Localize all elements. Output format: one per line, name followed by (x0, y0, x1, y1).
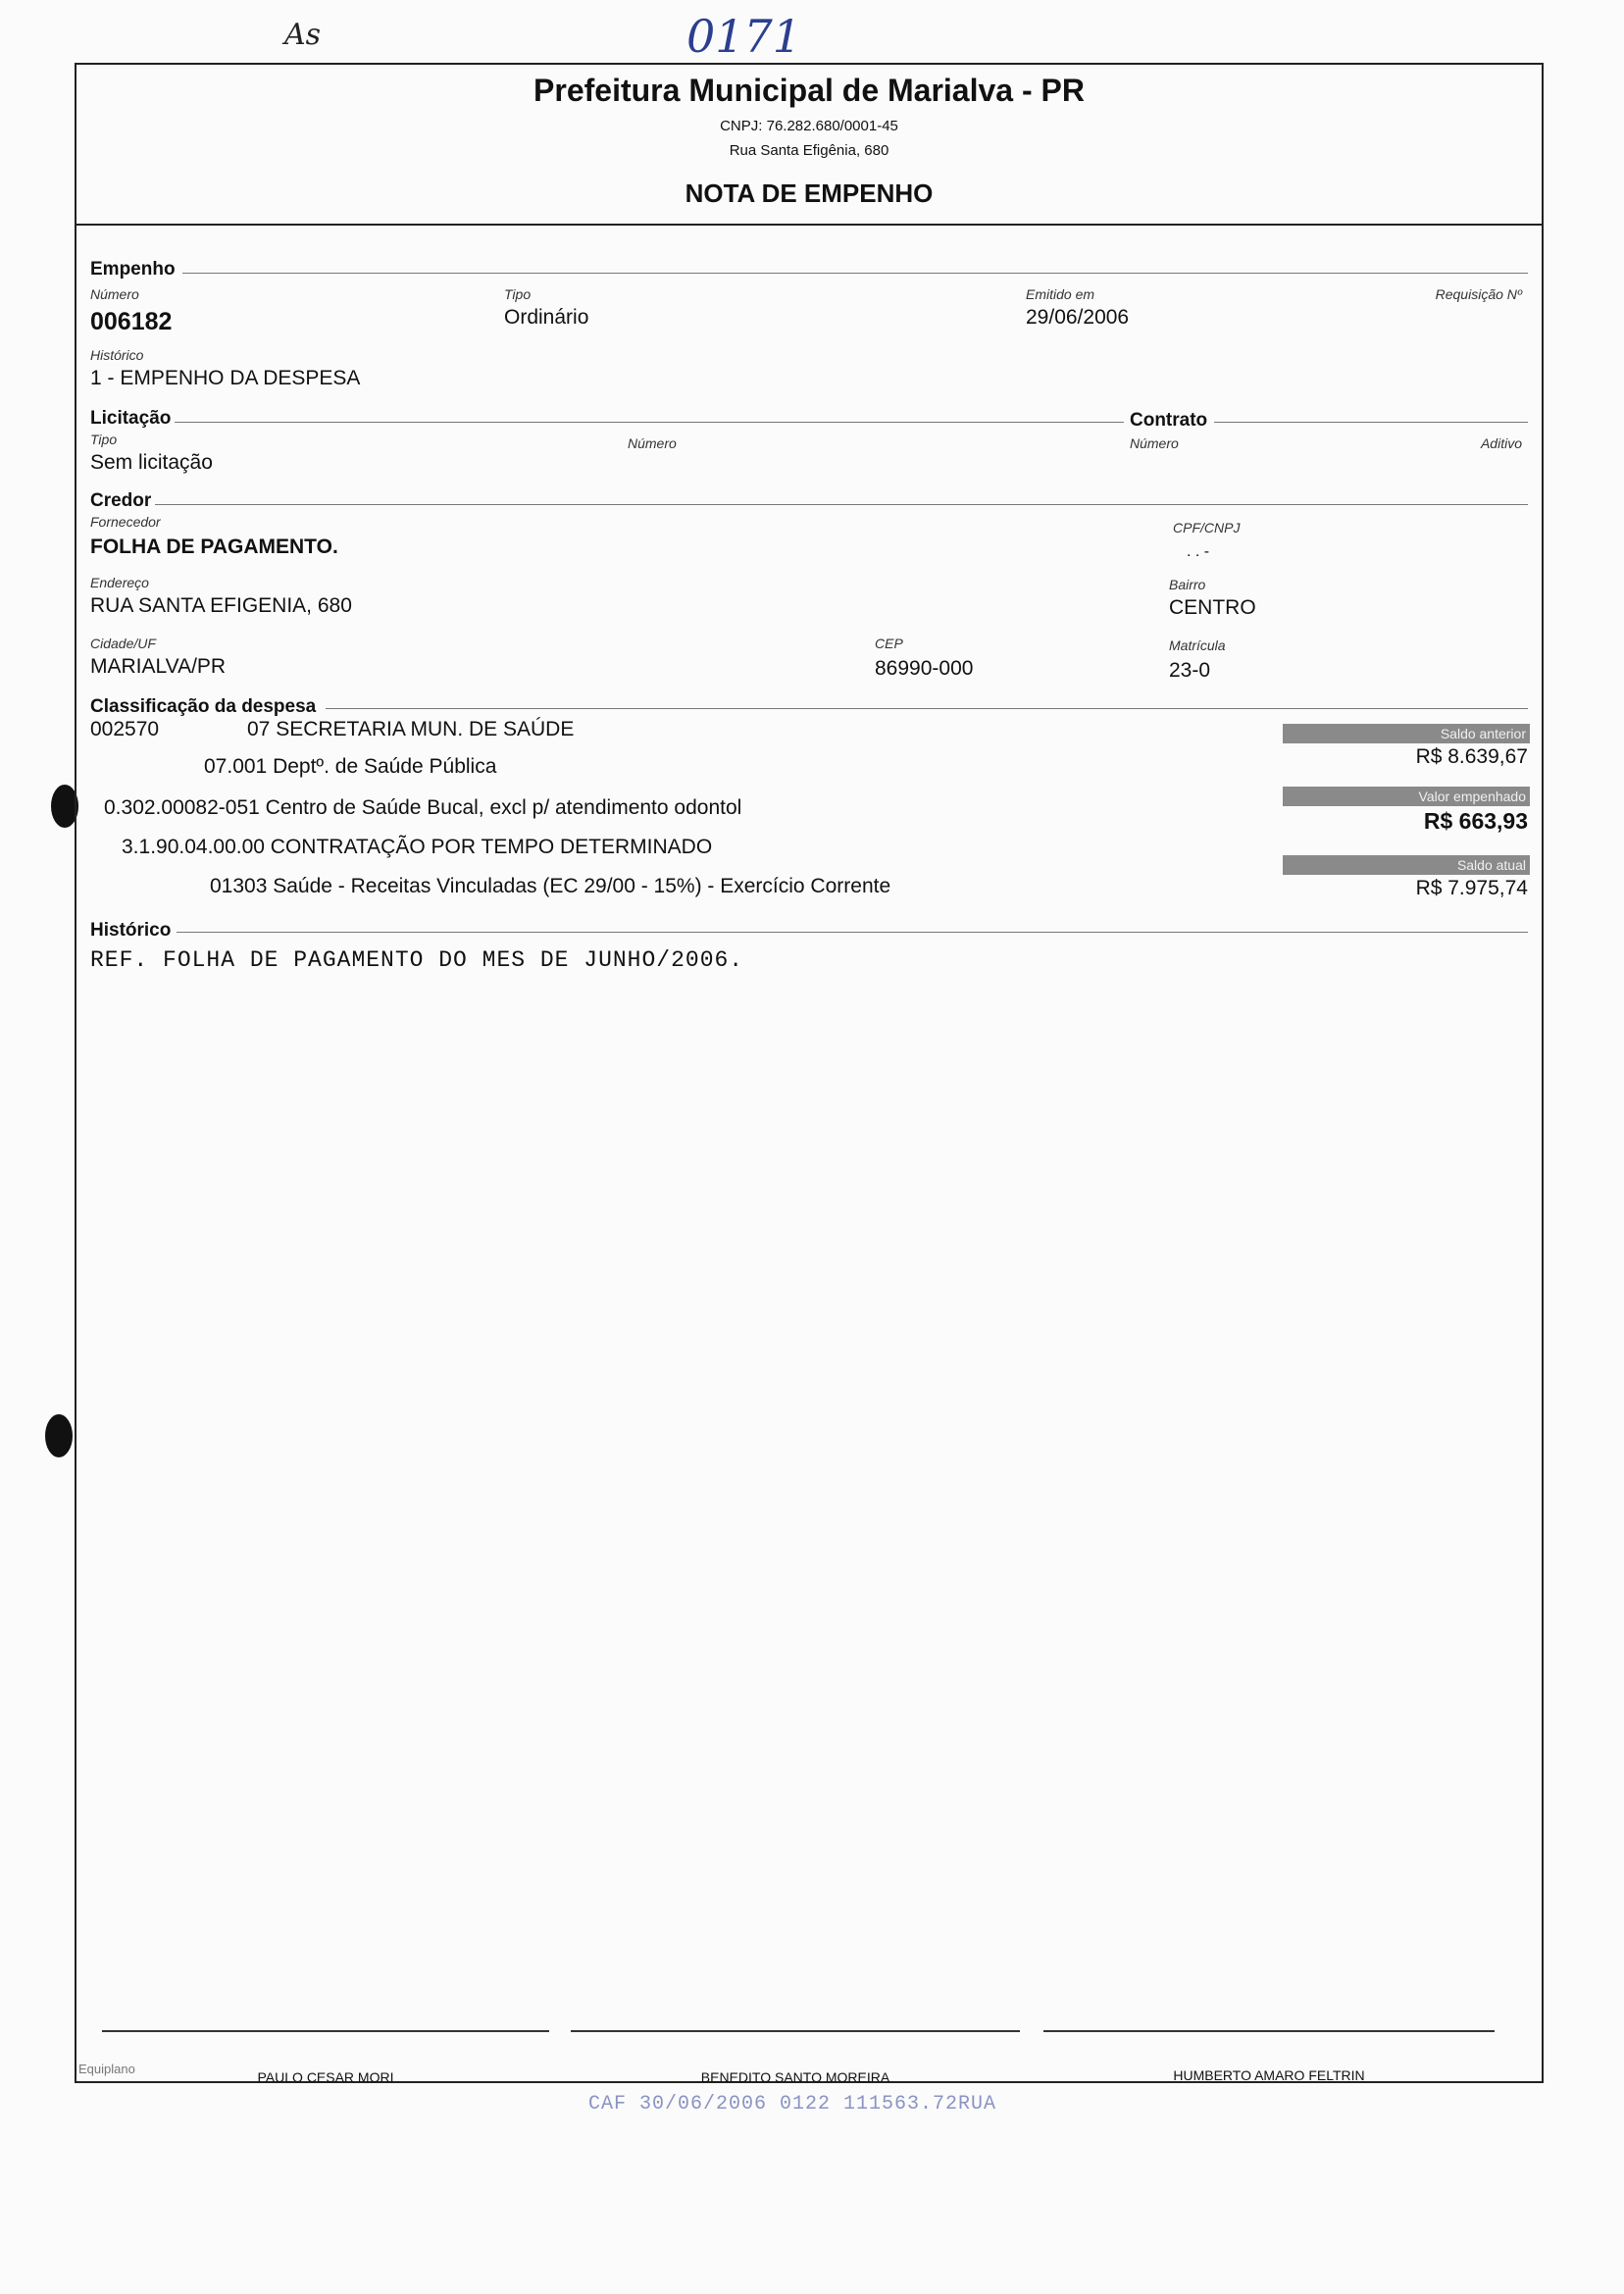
matricula: 23-0 (1169, 659, 1211, 682)
cidade-label: Cidade/UF (90, 636, 156, 651)
section-line (155, 504, 1528, 505)
contrato-numero-label: Número (1130, 435, 1179, 451)
classificacao-natureza: 3.1.90.04.00.00 CONTRATAÇÃO POR TEMPO DETERMINADO (122, 836, 713, 858)
footer-stamp: CAF 30/06/2006 0122 111563.72RUA (588, 2093, 997, 2116)
emitido-date: 29/06/2006 (1026, 306, 1130, 329)
saldo-anterior: R$ 8.639,67 (1415, 745, 1528, 768)
classificacao-programa: 0.302.00082-051 Centro de Saúde Bucal, excl p/ atendimento odontol (104, 796, 742, 819)
historico-text: REF. FOLHA DE PAGAMENTO DO MES DE JUNHO/2006. (90, 947, 744, 973)
signature-line (1043, 2030, 1495, 2032)
licitacao-numero-label: Número (628, 435, 677, 451)
section-line (175, 422, 1124, 423)
section-line (182, 273, 1528, 274)
fornecedor: FOLHA DE PAGAMENTO. (90, 535, 338, 558)
classificacao-code: 002570 (90, 718, 160, 740)
saldo-anterior-label: Saldo anterior (1283, 724, 1530, 743)
section-empenho: Empenho (90, 259, 176, 280)
handwritten-mark: As (284, 18, 322, 52)
cidade: MARIALVA/PR (90, 655, 227, 678)
saldo-atual-label: Saldo atual (1283, 855, 1530, 875)
section-licitacao: Licitação (90, 408, 172, 429)
empenho-numero: 006182 (90, 308, 173, 335)
doc-title: NOTA DE EMPENHO (685, 178, 934, 208)
historico-label: Histórico (90, 347, 144, 363)
signature-line (102, 2030, 549, 2032)
cep: 86990-000 (875, 657, 974, 680)
classificacao-fonte: 01303 Saúde - Receitas Vinculadas (EC 29/00 - 15%) - Exercício Corrente (210, 875, 891, 897)
section-line (177, 932, 1528, 933)
section-line (326, 708, 1528, 709)
signature-line (571, 2030, 1020, 2032)
signature-name: HUMBERTO AMARO FELTRIN (1173, 2067, 1365, 2083)
bairro-label: Bairro (1169, 577, 1206, 592)
section-credor: Credor (90, 490, 152, 511)
signature-name: PAULO CESAR MORI (257, 2069, 394, 2085)
contrato-aditivo-label: Aditivo (1480, 435, 1522, 451)
document-frame (75, 63, 1544, 2083)
footer-brand: Equiplano (78, 2062, 135, 2076)
empenho-tipo: Ordinário (504, 306, 589, 329)
licitacao-tipo: Sem licitação (90, 451, 213, 474)
signature-name: BENEDITO SANTO MOREIRA (700, 2069, 890, 2085)
cnpj: CNPJ: 76.282.680/0001-45 (720, 118, 898, 134)
bairro: CENTRO (1169, 596, 1256, 619)
empenho-historico: 1 - EMPENHO DA DESPESA (90, 367, 361, 389)
licitacao-tipo-label: Tipo (90, 432, 118, 447)
address: Rua Santa Efigênia, 680 (729, 142, 889, 159)
section-classificacao: Classificação da despesa (90, 696, 317, 717)
numero-label: Número (90, 286, 139, 302)
cpf-label: CPF/CNPJ (1173, 520, 1241, 535)
page-title: Prefeitura Municipal de Marialva - PR (533, 73, 1085, 108)
handwritten-page-number: 0171 (686, 10, 802, 63)
tipo-label: Tipo (504, 286, 532, 302)
cpf-value: . . - (1187, 543, 1210, 560)
section-contrato: Contrato (1130, 410, 1208, 431)
classificacao-secretaria: 07 SECRETARIA MUN. DE SAÚDE (247, 718, 575, 740)
endereco-label: Endereço (90, 575, 149, 590)
cep-label: CEP (875, 636, 903, 651)
matricula-label: Matrícula (1169, 637, 1226, 653)
section-historico: Histórico (90, 920, 172, 941)
valor-empenhado: R$ 663,93 (1423, 808, 1528, 834)
valor-empenhado-label: Valor empenhado (1283, 787, 1530, 806)
emitido-label: Emitido em (1026, 286, 1095, 302)
header-divider (75, 224, 1544, 226)
classificacao-departamento: 07.001 Deptº. de Saúde Pública (204, 755, 497, 778)
requisicao-label: Requisição Nº (1435, 286, 1522, 302)
saldo-atual: R$ 7.975,74 (1415, 877, 1528, 899)
fornecedor-label: Fornecedor (90, 514, 161, 530)
endereco: RUA SANTA EFIGENIA, 680 (90, 594, 352, 617)
section-line (1214, 422, 1528, 423)
binder-hole-bottom (45, 1414, 73, 1457)
